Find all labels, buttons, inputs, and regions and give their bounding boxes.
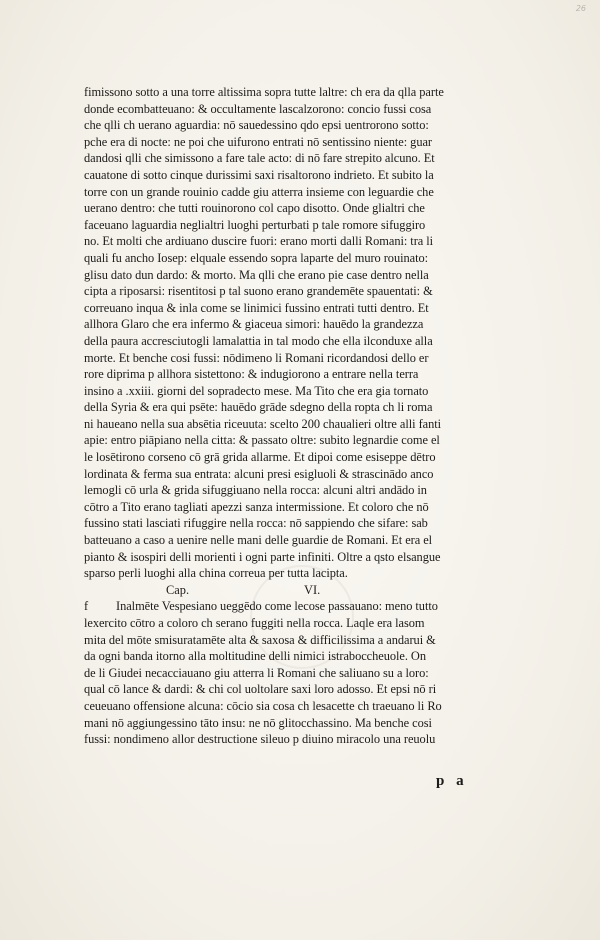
text-line: lexercito cōtro a coloro ch serano fuggiti nella rocca. Laqle era lasom: [84, 616, 425, 630]
text-line: de li Giudei necacciauano giu atterra li Romani che saliuano su a loro:: [84, 665, 429, 680]
text-line: lordinata & ferma sua entrata: alcuni presi esigluoli & strascinādo anco: [84, 466, 434, 481]
guide-letter: f: [84, 599, 89, 614]
text-line: correuano inqua & inla come se linimici fussino entrati tutti dentro. Et: [84, 300, 429, 315]
text-line: qual cō lance & dardi: & chi col uoltolare saxi loro adosso. Et epsi nō ri: [84, 682, 437, 697]
signature-mark: p a: [436, 773, 468, 789]
chapter-heading: [84, 582, 484, 599]
text-line: della paura accresciutogli lamalattia in tal modo che ella ilconduxe alla: [84, 333, 433, 348]
text-line: no. Et molti che ardiuano duscire fuori: erano morti dalli Romani: tra li: [84, 234, 434, 249]
text-line: dandosi qlli che simissono a fare tale acto: di nō fare strepito alcuno. Et: [84, 151, 435, 166]
text-block: [84, 84, 484, 748]
text-line: fussi: nondimeno allor destructione sileuo p diuino miracolo una reuolu: [84, 732, 436, 747]
text-line: donde ecombatteuano: & occultamente lascalzorono: concio fussi cosa: [84, 101, 432, 116]
text-line: faceuano laguardia neglialtri luoghi perturbati p tale romore sifuggiro: [84, 217, 426, 232]
text-line: glisu dato dun dardo: & morto. Ma qlli che erano pie case dentro nella: [84, 267, 429, 282]
text-line: fimissono sotto a una torre altissima sopra tutte laltre: ch era da qlla parte: [84, 85, 444, 99]
folio-number: 26: [575, 4, 586, 13]
text-line: [84, 598, 484, 615]
text-line: della Syria & era qui psēte: hauēdo grāde sdegno della ropta ch li roma: [84, 400, 433, 415]
text-line: morte. Et benche cosi fussi: nōdimeno li Romani ricordandosi dello er: [84, 350, 429, 365]
text-line: fussino stati lasciati rifuggire nella rocca: nō sappiendo che sifare: sab: [84, 516, 428, 531]
paragraph-2: [84, 598, 484, 747]
text-line: lemogli cō urla & grida sifuggiuano nella rocca: alcuni altri andādo in: [84, 483, 427, 498]
text-line: batteuano a caso a uenire nelle mani delle guardie de Romani. Et era el: [84, 533, 433, 548]
text-line: pianto & isospiri delli morienti i ogni parte infiniti. Oltre a qsto elsangue: [84, 549, 441, 564]
text-line: sparso perli luoghi alla china correua per tutta lacipta.: [84, 566, 348, 581]
chapter-label: Cap.: [166, 582, 190, 597]
text-line: uerano dentro: che tutti rouinorono col capo disotto. Onde glialtri che: [84, 201, 425, 216]
text-line: ceueuano offensione alcuna: cōcio sia cosa ch lesacette ch traeuano li Ro: [84, 698, 442, 713]
paragraph-1: [84, 84, 484, 582]
text-line: pche era di nocte: ne poi che uifurono entrati nō sentissino niente: guar: [84, 134, 432, 149]
text-line: mani nō aggiungessino tāto insu: ne nō glitocchassino. Ma benche cosi: [84, 715, 432, 730]
text-line: rore diprima p allhora sistettono: & indugiorono a entrare nella terra: [84, 367, 419, 382]
text-line: apie: entro piāpiano nella citta: & passato oltre: subito legnardie come el: [84, 433, 440, 448]
text-line: insino a .xxiii. giorni del sopradecto mese. Ma Tito che era gia tornato: [84, 383, 429, 398]
text-line: torre con un grande rouinio cadde giu atterra insieme con leguardie che: [84, 184, 434, 199]
chapter-number: VI.: [304, 582, 321, 597]
text-line-rest: Inalmēte Vespesiano ueggēdo come lecose passauano: meno tutto: [116, 599, 438, 614]
text-line: cipta a riposarsi: risentitosi p tal suono erano grandemēte spauentati: &: [84, 284, 433, 299]
text-line: mita del mōte smisuratamēte alta & saxosa & difficilissima a andarui &: [84, 632, 436, 647]
text-line: che qlli ch uerano aguardia: nō sauedessino qdo epsi uentrorono sotto:: [84, 118, 429, 133]
text-line: allhora Glaro che era infermo & giaceua simori: hauēdo la grandezza: [84, 317, 424, 332]
text-line: da ogni banda itorno alla moltitudine delli nimici istraboccheuole. On: [84, 649, 426, 664]
text-line: le losētirono corseno cō grā grida allarme. Et dipoi come esiseppe dētro: [84, 450, 436, 465]
text-line: cōtro a Tito erano tagliati apezzi sanza intermissione. Et coloro che nō: [84, 499, 429, 514]
text-line: quali fu ancho Iosep: elquale essendo sopra laparte del muro rouinato:: [84, 250, 429, 265]
text-line: cauatone di sotto cinque durissimi saxi risaltorono indrieto. Et subito la: [84, 167, 434, 182]
text-line: ni haueano nella sua absētia riceuuta: scelto 200 chaualieri oltre alli fanti: [84, 416, 442, 431]
